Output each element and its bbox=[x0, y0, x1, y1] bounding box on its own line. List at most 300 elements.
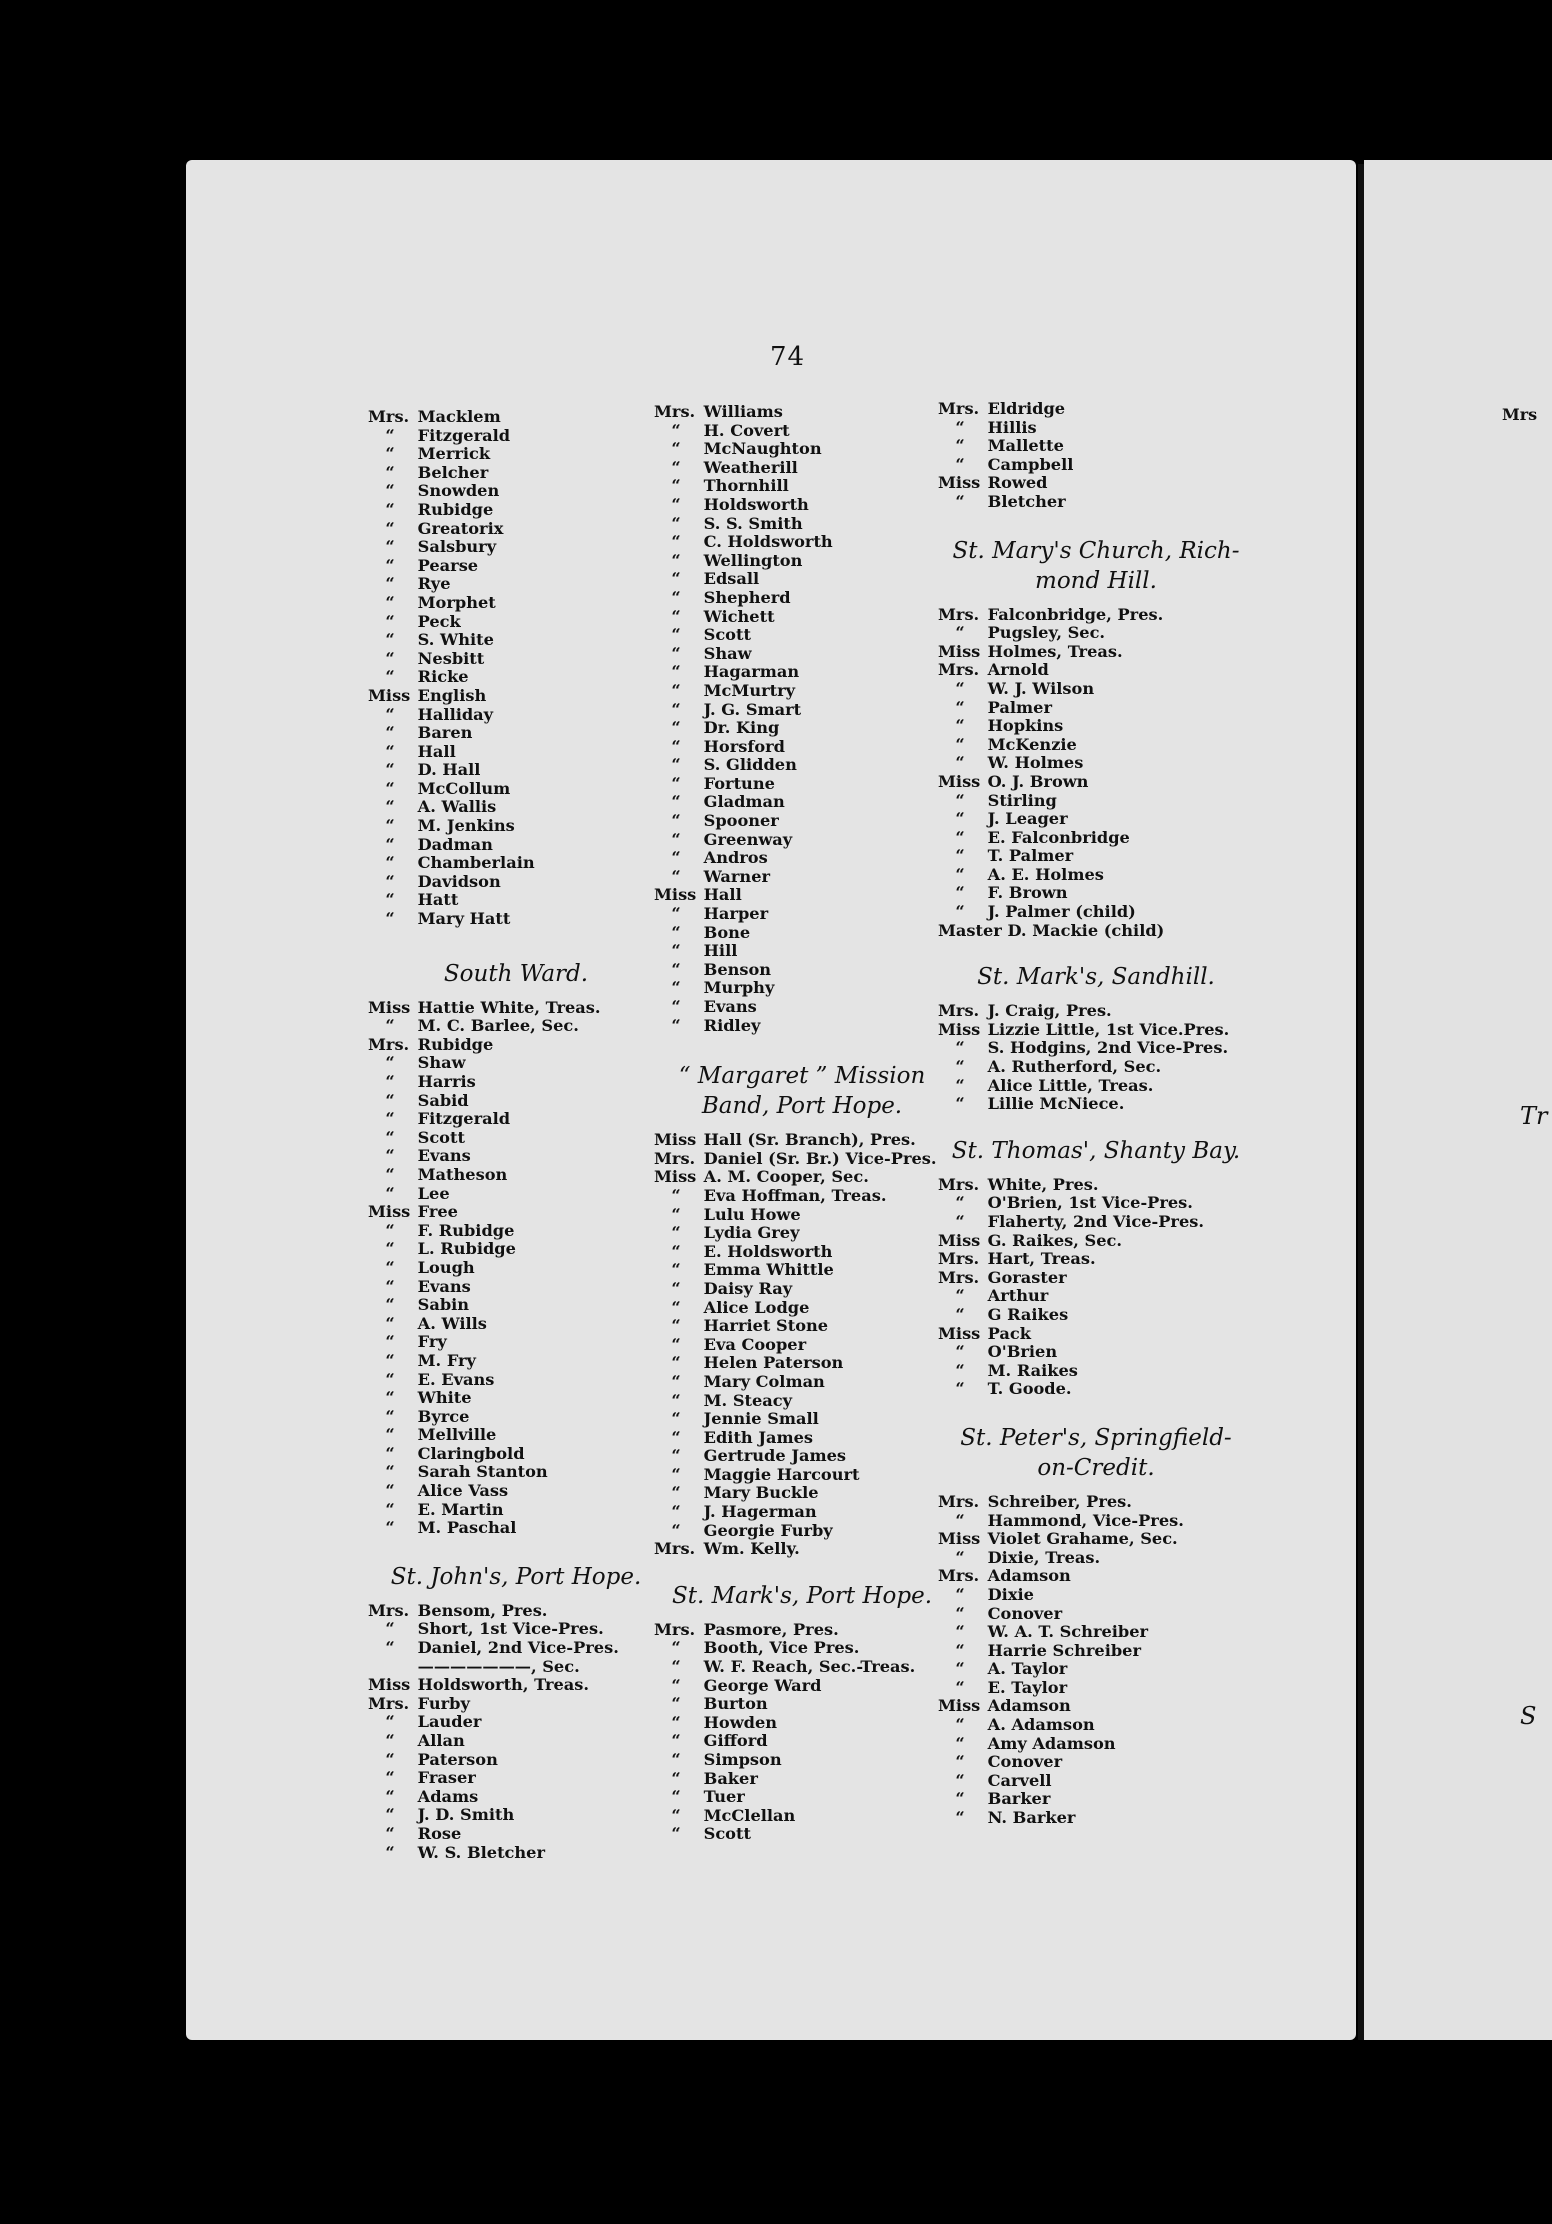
list-item bbox=[936, 1362, 1256, 1381]
title-prefix: Mrs. bbox=[368, 1034, 410, 1054]
member-name: Holdsworth, Treas. bbox=[412, 1675, 590, 1695]
column-right bbox=[936, 400, 1256, 1828]
list-item bbox=[652, 1751, 952, 1770]
title-prefix: Miss bbox=[368, 1202, 411, 1222]
member-name: Harper bbox=[698, 904, 769, 924]
list-item bbox=[652, 1392, 952, 1411]
title-prefix: “ bbox=[955, 1584, 965, 1604]
title-prefix: “ bbox=[955, 790, 965, 810]
title-prefix: “ bbox=[671, 457, 681, 477]
list-item bbox=[652, 1677, 952, 1696]
member-name: W. A. T. Schreiber bbox=[982, 1622, 1149, 1642]
list-item bbox=[936, 606, 1256, 625]
list-item bbox=[936, 1697, 1256, 1716]
member-name: Arnold bbox=[982, 660, 1049, 680]
member-name: M. Raikes bbox=[982, 1360, 1078, 1380]
member-name: Hatt bbox=[412, 890, 459, 910]
list-item bbox=[652, 1317, 952, 1336]
member-name: Hill bbox=[698, 941, 738, 961]
list-item bbox=[936, 1213, 1256, 1232]
title-prefix: “ bbox=[671, 1409, 681, 1429]
member-name: W. Holmes bbox=[982, 753, 1084, 773]
list-item bbox=[936, 699, 1256, 718]
list-item bbox=[652, 924, 952, 943]
adjacent-page-heading-fragment: Tr bbox=[1520, 1102, 1548, 1130]
section-heading bbox=[366, 959, 666, 989]
section bbox=[936, 1136, 1256, 1399]
list-item bbox=[652, 645, 952, 664]
member-name: J. Craig, Pres. bbox=[982, 1001, 1112, 1021]
member-name: Emma Whittle bbox=[698, 1260, 834, 1280]
member-name: Rye bbox=[412, 574, 451, 594]
title-prefix: “ bbox=[671, 941, 681, 961]
member-name: Eva Cooper bbox=[698, 1334, 807, 1354]
member-name: Amy Adamson bbox=[982, 1733, 1116, 1753]
title-prefix: “ bbox=[671, 513, 681, 533]
title-prefix: Mrs. bbox=[368, 407, 410, 426]
member-name: A. E. Holmes bbox=[982, 864, 1104, 884]
member-name: Sabin bbox=[412, 1295, 470, 1315]
member-name: Mallette bbox=[982, 436, 1064, 456]
title-prefix: “ bbox=[385, 1146, 395, 1166]
member-name: Warner bbox=[698, 866, 771, 886]
list-item bbox=[936, 773, 1256, 792]
member-name: Evans bbox=[412, 1276, 471, 1296]
title-prefix: “ bbox=[385, 1109, 395, 1129]
section-heading bbox=[936, 1136, 1256, 1166]
list-item bbox=[652, 1447, 952, 1466]
list-item bbox=[366, 650, 666, 669]
list-item bbox=[936, 884, 1256, 903]
title-prefix: “ bbox=[671, 1750, 681, 1769]
list-item bbox=[366, 743, 666, 762]
member-name: Belcher bbox=[412, 462, 489, 482]
page-number: 74 bbox=[770, 342, 806, 372]
member-name: A. Wills bbox=[412, 1313, 487, 1333]
title-prefix: “ bbox=[671, 904, 681, 924]
member-name: Bletcher bbox=[982, 491, 1066, 511]
member-name: Adams bbox=[412, 1786, 479, 1806]
title-prefix: “ bbox=[671, 1638, 681, 1658]
title-prefix: “ bbox=[671, 1427, 681, 1447]
member-name: Lillie McNiece. bbox=[982, 1094, 1125, 1114]
title-prefix: “ bbox=[385, 481, 395, 501]
title-prefix: Mrs. bbox=[938, 1491, 980, 1511]
title-prefix: “ bbox=[671, 736, 681, 756]
list-item bbox=[366, 445, 666, 464]
list-item bbox=[652, 1243, 952, 1262]
title-prefix: “ bbox=[385, 1257, 395, 1277]
title-prefix: Miss bbox=[938, 771, 981, 791]
title-prefix: “ bbox=[385, 853, 395, 873]
list-item bbox=[936, 437, 1256, 456]
title-prefix: Mrs. bbox=[654, 1539, 696, 1559]
title-prefix: “ bbox=[385, 1425, 395, 1445]
section-heading-line: South Ward. bbox=[443, 960, 589, 987]
member-name: Chamberlain bbox=[412, 853, 535, 873]
list-item bbox=[366, 798, 666, 817]
list-item bbox=[936, 829, 1256, 848]
section-heading bbox=[652, 1061, 952, 1121]
list-item bbox=[366, 1371, 666, 1390]
column-left bbox=[366, 408, 666, 1862]
list-item bbox=[652, 1621, 952, 1640]
list-item bbox=[366, 1426, 666, 1445]
list-item bbox=[366, 1110, 666, 1129]
member-name: Adamson bbox=[982, 1696, 1071, 1716]
list-item bbox=[652, 440, 952, 459]
list-item bbox=[936, 1021, 1256, 1040]
member-name: M. Fry bbox=[412, 1350, 476, 1370]
member-name: Holmes, Treas. bbox=[982, 641, 1123, 661]
list-item bbox=[652, 1131, 952, 1150]
list-item bbox=[936, 1493, 1256, 1512]
title-prefix: “ bbox=[671, 1371, 681, 1391]
list-item bbox=[366, 575, 666, 594]
list-item bbox=[652, 1206, 952, 1225]
list-item bbox=[936, 1250, 1256, 1269]
list-item bbox=[366, 1129, 666, 1148]
title-prefix: “ bbox=[385, 592, 395, 612]
list-item bbox=[652, 1658, 952, 1677]
list-item bbox=[936, 624, 1256, 643]
member-name: A. Wallis bbox=[412, 797, 497, 817]
member-name: Pack bbox=[982, 1323, 1031, 1343]
member-name: Harriet Stone bbox=[698, 1316, 829, 1336]
list-item bbox=[652, 1336, 952, 1355]
title-prefix: “ bbox=[385, 1016, 395, 1036]
member-name: Edsall bbox=[698, 569, 760, 589]
title-prefix: “ bbox=[385, 1749, 395, 1769]
title-prefix: “ bbox=[671, 625, 681, 645]
list-item bbox=[366, 1751, 666, 1770]
title-prefix: “ bbox=[671, 680, 681, 700]
member-name: N. Barker bbox=[982, 1808, 1076, 1828]
list-item bbox=[366, 1788, 666, 1807]
list-item bbox=[936, 493, 1256, 512]
member-name: H. Covert bbox=[698, 420, 790, 440]
section-heading-line: St. Mark's, Sandhill. bbox=[977, 964, 1215, 991]
title-prefix: “ bbox=[671, 1223, 681, 1243]
title-prefix: “ bbox=[955, 678, 965, 698]
list-item bbox=[652, 1770, 952, 1789]
title-prefix: Mrs. bbox=[938, 1566, 980, 1586]
title-prefix: “ bbox=[671, 922, 681, 942]
list-item bbox=[366, 706, 666, 725]
member-name: Dr. King bbox=[698, 718, 780, 738]
list-item bbox=[652, 682, 952, 701]
list-item bbox=[366, 1844, 666, 1863]
title-prefix: “ bbox=[671, 1241, 681, 1261]
title-prefix: Mrs. bbox=[938, 399, 980, 418]
title-prefix: “ bbox=[671, 1768, 681, 1788]
list-item bbox=[366, 1073, 666, 1092]
list-item bbox=[936, 1753, 1256, 1772]
member-name: McClellan bbox=[698, 1805, 796, 1825]
title-prefix: “ bbox=[671, 755, 681, 775]
title-prefix: “ bbox=[671, 1260, 681, 1280]
title-prefix: “ bbox=[385, 1619, 395, 1639]
title-prefix: “ bbox=[955, 1360, 965, 1380]
title-prefix: “ bbox=[671, 1824, 681, 1844]
title-prefix: “ bbox=[385, 1443, 395, 1463]
title-prefix: “ bbox=[671, 1015, 681, 1035]
title-prefix: “ bbox=[385, 574, 395, 594]
title-prefix: “ bbox=[955, 623, 965, 643]
member-name: G Raikes bbox=[982, 1304, 1069, 1324]
list-item bbox=[652, 1017, 952, 1036]
member-name: Hall (Sr. Branch), Pres. bbox=[698, 1130, 916, 1150]
member-name: S. White bbox=[412, 630, 494, 650]
member-name: E. Martin bbox=[412, 1499, 504, 1519]
title-prefix: “ bbox=[955, 1659, 965, 1679]
member-name: W. S. Bletcher bbox=[412, 1842, 546, 1862]
list-item bbox=[936, 1095, 1256, 1114]
title-prefix: “ bbox=[385, 499, 395, 519]
title-prefix: “ bbox=[385, 1127, 395, 1147]
title-prefix: “ bbox=[671, 1787, 681, 1807]
title-prefix: Mrs. bbox=[938, 660, 980, 680]
member-name: White, Pres. bbox=[982, 1174, 1099, 1194]
adjacent-page-heading-fragment-2: S bbox=[1520, 1702, 1537, 1730]
member-name: S. Hodgins, 2nd Vice-Pres. bbox=[982, 1038, 1229, 1058]
list-item bbox=[652, 1503, 952, 1522]
list-item bbox=[366, 1769, 666, 1788]
title-prefix: “ bbox=[671, 997, 681, 1016]
section bbox=[652, 1581, 952, 1844]
title-prefix: “ bbox=[385, 723, 395, 743]
list-item bbox=[652, 1354, 952, 1373]
list-item bbox=[936, 754, 1256, 773]
member-name: Gladman bbox=[698, 792, 785, 812]
title-prefix: “ bbox=[385, 1295, 395, 1315]
title-prefix: “ bbox=[955, 436, 965, 456]
list-item bbox=[936, 1176, 1256, 1195]
list-item bbox=[936, 1790, 1256, 1809]
title-prefix: Mrs. bbox=[938, 1001, 980, 1021]
title-prefix: “ bbox=[955, 827, 965, 847]
member-name: Lulu Howe bbox=[698, 1204, 801, 1224]
list-item bbox=[366, 1501, 666, 1520]
title-prefix: Mrs. bbox=[368, 1600, 410, 1620]
member-name: Lee bbox=[412, 1183, 450, 1203]
list-item bbox=[936, 1058, 1256, 1077]
list-item bbox=[936, 1287, 1256, 1306]
member-name: Scott bbox=[698, 625, 751, 645]
list-item bbox=[366, 1166, 666, 1185]
member-name: Weatherill bbox=[698, 457, 798, 477]
title-prefix: “ bbox=[671, 1446, 681, 1466]
member-name: Paterson bbox=[412, 1749, 498, 1769]
member-name: Horsford bbox=[698, 736, 785, 756]
title-prefix: “ bbox=[671, 1316, 681, 1336]
list-item bbox=[366, 873, 666, 892]
title-prefix: “ bbox=[671, 811, 681, 831]
list-item bbox=[936, 1194, 1256, 1213]
list-item bbox=[652, 403, 952, 422]
member-name: Alice Lodge bbox=[698, 1297, 810, 1317]
title-prefix: “ bbox=[385, 537, 395, 557]
member-name: Bone bbox=[698, 922, 751, 942]
list-item bbox=[652, 1150, 952, 1169]
member-name: Thornhill bbox=[698, 476, 789, 496]
list-item bbox=[652, 942, 952, 961]
title-prefix: “ bbox=[385, 1786, 395, 1806]
section-heading-line: St. John's, Port Hope. bbox=[390, 1563, 642, 1590]
member-name: Barker bbox=[982, 1789, 1051, 1809]
title-prefix: “ bbox=[385, 518, 395, 538]
section-heading-line: on-Credit. bbox=[1037, 1454, 1155, 1481]
list-item bbox=[652, 570, 952, 589]
title-prefix: Miss bbox=[654, 1130, 697, 1150]
list-item bbox=[366, 1278, 666, 1297]
section bbox=[652, 403, 952, 1035]
list-item bbox=[366, 631, 666, 650]
list-item bbox=[366, 1620, 666, 1639]
member-name: W. J. Wilson bbox=[982, 678, 1095, 698]
title-prefix: “ bbox=[671, 1520, 681, 1540]
list-item bbox=[366, 1676, 666, 1695]
title-prefix: “ bbox=[385, 1239, 395, 1259]
list-item bbox=[936, 680, 1256, 699]
title-prefix: “ bbox=[385, 1313, 395, 1333]
title-prefix: “ bbox=[385, 1481, 395, 1501]
title-prefix: “ bbox=[385, 1712, 395, 1732]
member-name: Lough bbox=[412, 1257, 475, 1277]
member-name: Byrce bbox=[412, 1406, 470, 1426]
member-name: O. J. Brown bbox=[982, 771, 1089, 791]
title-prefix: Miss bbox=[938, 473, 981, 493]
member-name: Flaherty, 2nd Vice-Pres. bbox=[982, 1212, 1204, 1231]
member-name: S. Glidden bbox=[698, 755, 797, 775]
list-item bbox=[652, 1807, 952, 1826]
member-name: Lydia Grey bbox=[698, 1223, 800, 1243]
member-name: Violet Grahame, Sec. bbox=[982, 1529, 1178, 1549]
member-name: Mellville bbox=[412, 1425, 497, 1445]
list-item bbox=[652, 608, 952, 627]
title-prefix: “ bbox=[671, 1204, 681, 1224]
list-item bbox=[936, 400, 1256, 419]
title-prefix: “ bbox=[385, 648, 395, 668]
title-prefix: Mrs. bbox=[654, 1619, 696, 1639]
member-name: Scott bbox=[698, 1824, 751, 1844]
title-prefix: “ bbox=[955, 1075, 965, 1095]
title-prefix: Miss bbox=[938, 1019, 981, 1039]
member-name: Eldridge bbox=[982, 399, 1066, 418]
member-name: Matheson bbox=[412, 1164, 508, 1184]
title-prefix: “ bbox=[955, 1212, 965, 1231]
member-name: Jennie Small bbox=[698, 1409, 819, 1429]
title-prefix: “ bbox=[955, 1094, 965, 1114]
title-prefix: “ bbox=[671, 1278, 681, 1298]
member-name: Gifford bbox=[698, 1731, 768, 1751]
title-prefix: “ bbox=[385, 1183, 395, 1203]
member-name: G. Raikes, Sec. bbox=[982, 1230, 1122, 1250]
list-item bbox=[936, 810, 1256, 829]
list-item bbox=[366, 482, 666, 501]
list-item bbox=[366, 594, 666, 613]
list-item bbox=[652, 496, 952, 515]
list-item bbox=[652, 961, 952, 980]
title-prefix: “ bbox=[671, 1334, 681, 1354]
list-item bbox=[652, 1224, 952, 1243]
list-item bbox=[366, 1408, 666, 1427]
list-item bbox=[936, 1343, 1256, 1362]
title-prefix: “ bbox=[671, 550, 681, 570]
list-item bbox=[936, 903, 1256, 922]
list-item bbox=[366, 910, 666, 929]
list-item bbox=[936, 1269, 1256, 1288]
member-name: A. Taylor bbox=[982, 1659, 1068, 1679]
list-item bbox=[652, 868, 952, 887]
member-name: J. D. Smith bbox=[412, 1805, 515, 1825]
member-name: Ricke bbox=[412, 667, 469, 687]
list-item bbox=[366, 408, 666, 427]
member-name: Murphy bbox=[698, 978, 775, 998]
title-prefix: “ bbox=[385, 667, 395, 687]
list-item bbox=[652, 738, 952, 757]
title-prefix: “ bbox=[955, 1379, 965, 1399]
title-prefix: “ bbox=[385, 816, 395, 836]
list-item bbox=[936, 847, 1256, 866]
title-prefix: “ bbox=[385, 1369, 395, 1389]
list-item bbox=[936, 792, 1256, 811]
title-prefix: “ bbox=[955, 1808, 965, 1828]
list-item bbox=[936, 1716, 1256, 1735]
list-item bbox=[936, 1772, 1256, 1791]
member-name: Wm. Kelly. bbox=[698, 1539, 800, 1559]
member-name: Mary Colman bbox=[698, 1371, 825, 1391]
title-prefix: “ bbox=[671, 1185, 681, 1205]
member-name: Snowden bbox=[412, 481, 500, 501]
member-name: Campbell bbox=[982, 454, 1074, 474]
title-prefix: “ bbox=[671, 773, 681, 793]
list-item bbox=[366, 1315, 666, 1334]
title-prefix: “ bbox=[385, 1053, 395, 1073]
list-item bbox=[652, 1540, 952, 1559]
member-name: Fortune bbox=[698, 773, 775, 793]
list-item bbox=[652, 459, 952, 478]
section-heading bbox=[936, 1423, 1256, 1483]
list-item bbox=[366, 1713, 666, 1732]
member-name: M. Paschal bbox=[412, 1518, 517, 1538]
title-prefix: “ bbox=[385, 1164, 395, 1184]
member-name: Tuer bbox=[698, 1787, 745, 1807]
list-item bbox=[366, 1259, 666, 1278]
title-prefix: “ bbox=[385, 871, 395, 891]
member-name: T. Palmer bbox=[982, 846, 1074, 866]
list-item bbox=[936, 456, 1256, 475]
list-item bbox=[936, 1530, 1256, 1549]
member-name: J. Hagerman bbox=[698, 1502, 817, 1522]
member-name: S. S. Smith bbox=[698, 513, 803, 533]
list-item bbox=[652, 812, 952, 831]
member-name: McMurtry bbox=[698, 680, 796, 700]
title-prefix: Miss bbox=[938, 1230, 981, 1250]
title-prefix: “ bbox=[671, 792, 681, 812]
column-middle bbox=[652, 403, 952, 1844]
list-item bbox=[936, 1679, 1256, 1698]
member-name: C. Holdsworth bbox=[698, 532, 833, 552]
list-item bbox=[366, 761, 666, 780]
member-name: Baker bbox=[698, 1768, 758, 1788]
title-prefix: “ bbox=[955, 753, 965, 773]
section-heading-line: mond Hill. bbox=[1035, 567, 1157, 594]
title-prefix: Mrs. bbox=[654, 402, 696, 421]
list-item bbox=[366, 1602, 666, 1621]
list-item bbox=[366, 1036, 666, 1055]
member-name: Hammond, Vice-Pres. bbox=[982, 1510, 1184, 1530]
